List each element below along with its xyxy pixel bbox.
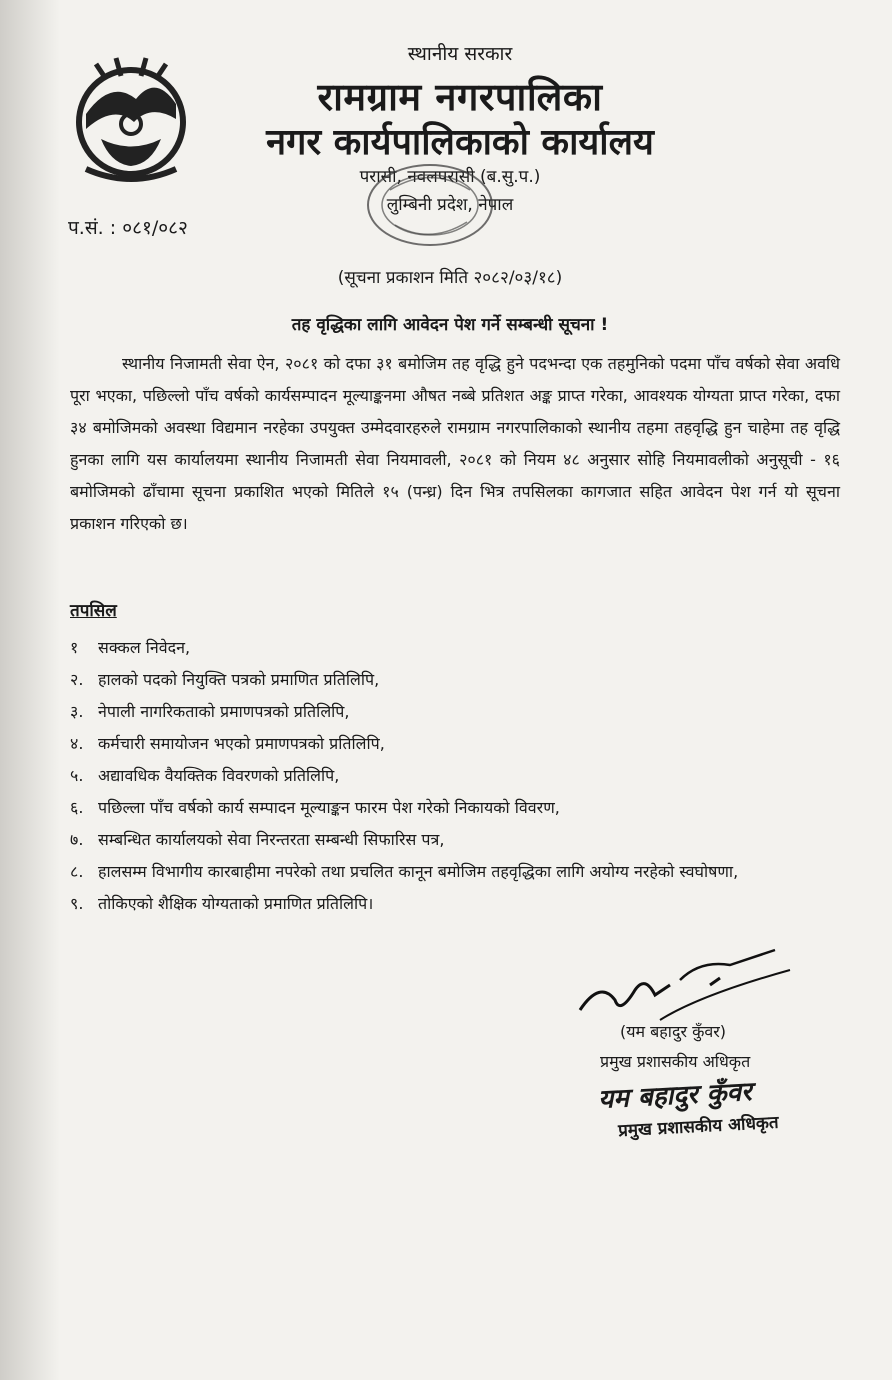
attachment-list [70, 632, 800, 920]
list-item: ५. अद्यावधिक वैयक्तिक विवरणको प्रतिलिपि, [70, 766, 340, 785]
notice-subject: तह वृद्धिका लागि आवेदन पेश गर्ने सम्बन्धी सूचना ! [291, 315, 609, 335]
stamp-title: प्रमुख प्रशासकीय अधिकृत [617, 1112, 780, 1142]
municipality-emblem-icon [56, 44, 206, 194]
notice-body-text: स्थानीय निजामती सेवा ऐन, २०८१ को दफा ३१ बमोजिम तह वृद्धि हुने पदभन्दा एक तहमुनिको पदमा पाँच वर्षको सेवा अवधि पूरा भएका, पछिल्लो पाँच वर्षको कार्यसम्पादन मूल्याङ्कनमा औषत नब्बे प्रतिशत अङ्क प्राप्त गरेका, आवश्यक योग्यता प्राप्त गरेका, दफा ३४ बमोजिमको अवस्था विद्यमान नरहेका उपयुक्त उम्मेदवारहरुले रामग्राम नगरपालिकाको स्थानीय तहमा तहवृद्धि हुन चाहेमा तह वृद्धि हुनका लागि यस कार्यालयमा स्थानीय निजामती सेवा नियमावली, २०८१ को नियम ४८ अनुसार सोहि नियमावलीको अनुसूची - १६ बमोजिमको ढाँचामा सूचना प्रकाशित भएको मितिले १५ (पन्ध्र) दिन भित्र तपसिलका कागजात सहित आवेदन पेश गर्न यो सूचना प्रकाशन गरिएको छ। [70, 354, 840, 533]
municipality-name: रामग्राम नगरपालिका [317, 75, 603, 119]
office-seal-stamp [355, 150, 505, 250]
stamp-name: यम बहादुर कुँवर [597, 1076, 753, 1115]
list-item: ४. कर्मचारी समायोजन भएको प्रमाणपत्रको प्रतिलिपि, [70, 734, 385, 753]
government-line: स्थानीय सरकार [407, 43, 513, 65]
signatory-name: (यम बहादुर कुँवर) [620, 1022, 727, 1041]
address-line-1: परासी, नवलपरासी (ब.सु.प.) [359, 167, 541, 187]
reference-number: प.सं. : ०८१/०८२ [68, 217, 188, 239]
attachment-list-title: तपसिल [70, 601, 117, 621]
publication-date: (सूचना प्रकाशन मिति २०८२/०३/१८) [337, 268, 563, 288]
list-item: ३. नेपाली नागरिकताको प्रमाणपत्रको प्रतिलिपि, [70, 702, 350, 721]
list-item: १ सक्कल निवेदन, [70, 638, 191, 657]
list-item: ९. तोकिएको शैक्षिक योग्यताको प्रमाणित प्रतिलिपि। [70, 894, 374, 913]
scan-shadow [0, 0, 60, 1380]
list-item: ६. पछिल्ला पाँच वर्षको कार्य सम्पादन मूल्याङ्कन फारम पेश गरेको निकायको विवरण, [70, 798, 560, 817]
list-item: ८. हालसम्म विभागीय कारबाहीमा नपरेको तथा प्रचलित कानून बमोजिम तहवृद्धिका लागि अयोग्य नरहेको स्वघोषणा, [70, 862, 739, 881]
list-item: ७. सम्बन्धित कार्यालयको सेवा निरन्तरता सम्बन्धी सिफारिस पत्र, [70, 830, 445, 849]
notice-body [70, 348, 840, 540]
signatory-title: प्रमुख प्रशासकीय अधिकृत [600, 1052, 751, 1071]
address-line-2: लुम्बिनी प्रदेश, नेपाल [386, 195, 514, 215]
office-name: नगर कार्यपालिकाको कार्यालय [266, 122, 654, 163]
list-item: २. हालको पदको नियुक्ति पत्रको प्रमाणित प्रतिलिपि, [70, 670, 380, 689]
handwritten-signature [560, 940, 800, 1030]
